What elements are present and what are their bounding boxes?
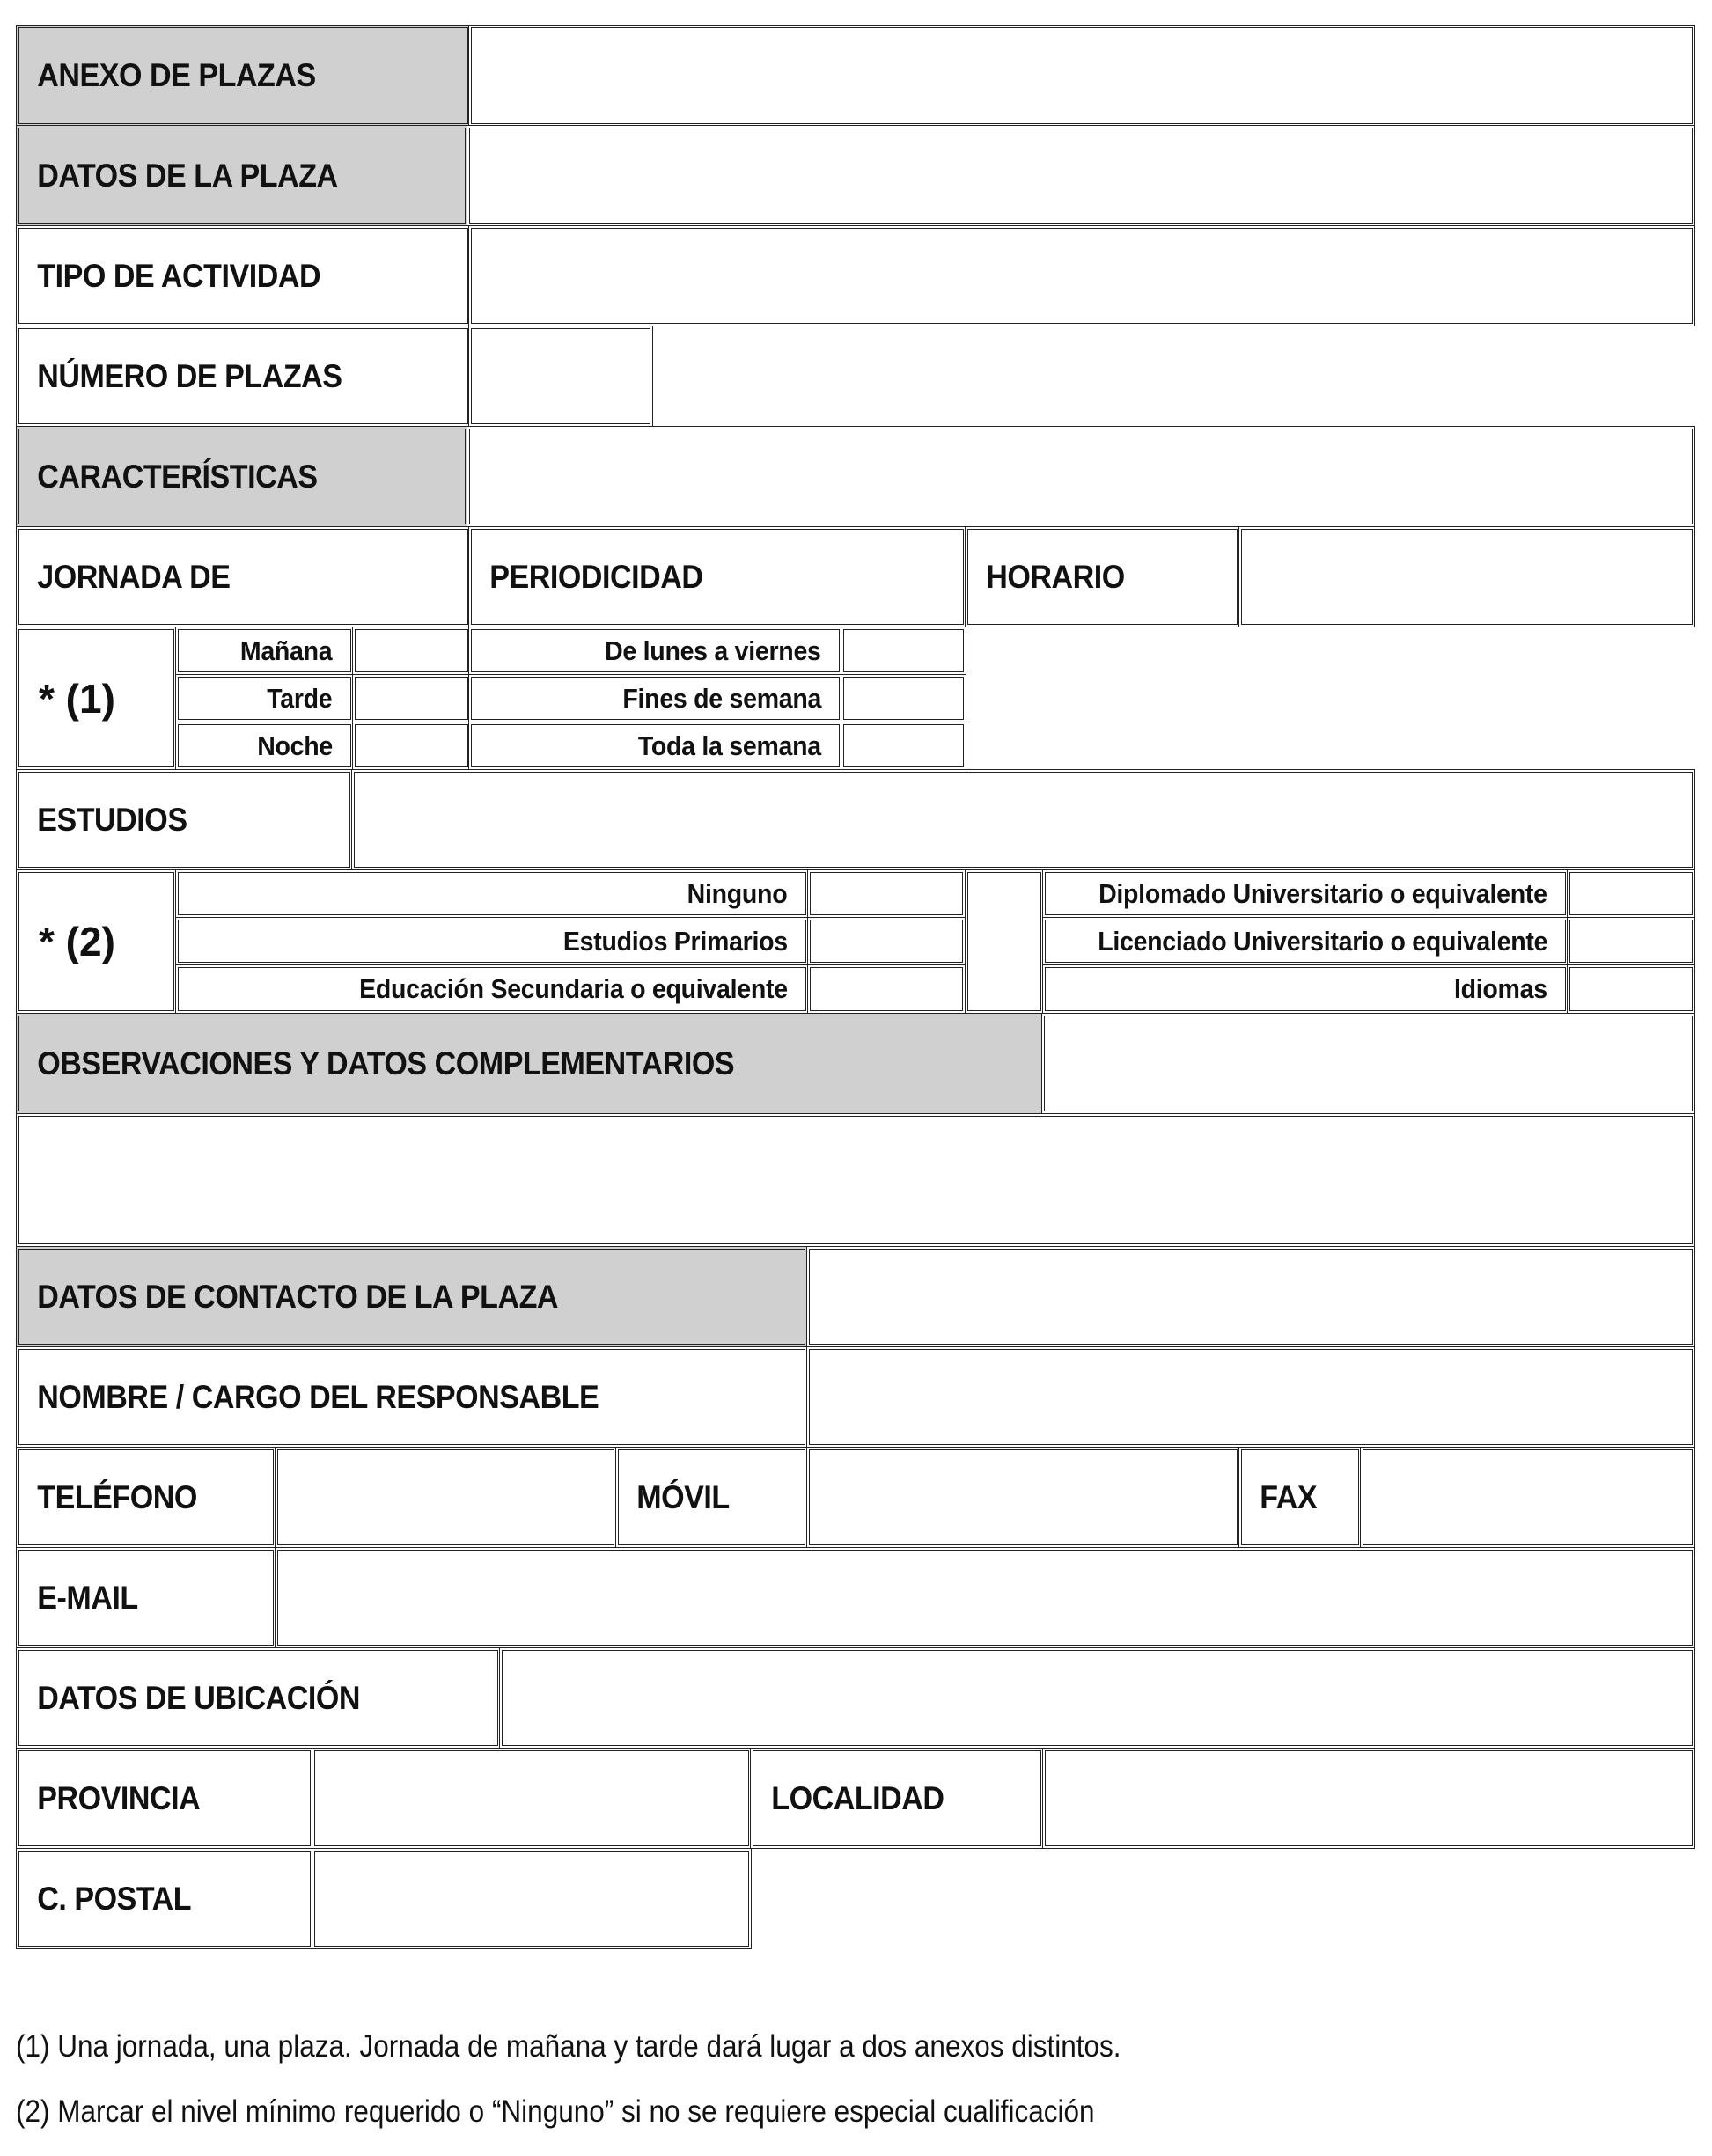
footnote-2: (2) Marcar el nivel mínimo requerido o “Ninguno” si no se requiere especial cualificación [16, 2094, 1095, 2129]
periodicidad-lunes-viernes-text: De lunes a viernes [605, 634, 821, 666]
estudios-primarios-checkbox[interactable] [807, 917, 966, 965]
caracteristicas-text: CARACTERÍSTICAS [37, 458, 318, 495]
periodicidad-option-label [468, 722, 842, 770]
periodicidad-label [468, 526, 966, 627]
tipo-de-actividad-text: TIPO DE ACTIVIDAD [37, 257, 321, 294]
estudios-option-label [1042, 869, 1569, 918]
datos-de-la-plaza-label [16, 125, 468, 226]
jornada-noche-text: Noche [256, 730, 333, 761]
estudios-option-label [1042, 964, 1569, 1014]
estudios-text: ESTUDIOS [37, 801, 187, 838]
estudios-label [16, 769, 353, 870]
periodicidad-fines-semana-text: Fines de semana [622, 682, 821, 714]
estudios-licenciado-text: Licenciado Universitario o equivalente [1097, 925, 1547, 957]
observaciones-text: OBSERVACIONES Y DATOS COMPLEMENTARIOS [37, 1045, 735, 1082]
jornada-noche-checkbox[interactable] [352, 722, 471, 770]
estudios-ninguno-checkbox[interactable] [807, 869, 966, 918]
email-label [16, 1547, 276, 1648]
jornada-option-label [175, 674, 354, 722]
estudios-spacer [965, 869, 1044, 1014]
nombre-cargo-label [16, 1346, 808, 1448]
telefono-text: TELÉFONO [37, 1478, 197, 1515]
periodicidad-option-label [468, 627, 842, 675]
note2-marker-cell [16, 869, 177, 1014]
datos-ubicacion-label [16, 1647, 501, 1749]
movil-text: MÓVIL [636, 1478, 730, 1515]
c-postal-field[interactable] [312, 1848, 752, 1949]
estudios-field[interactable] [351, 769, 1695, 870]
note1-marker-cell [16, 627, 177, 770]
estudios-option-label [175, 964, 809, 1014]
datos-contacto-field[interactable] [806, 1246, 1695, 1347]
periodicidad-lunes-viernes-checkbox[interactable] [841, 627, 966, 675]
localidad-label [750, 1748, 1044, 1849]
telefono-label [16, 1447, 276, 1548]
estudios-diplomado-checkbox[interactable] [1567, 869, 1695, 918]
provincia-label [16, 1748, 313, 1849]
periodicidad-text: PERIODICIDAD [489, 558, 703, 595]
fax-label [1238, 1447, 1362, 1548]
c-postal-text: C. POSTAL [37, 1880, 192, 1917]
jornada-tarde-text: Tarde [267, 682, 333, 714]
numero-de-plazas-text: NÚMERO DE PLAZAS [37, 357, 342, 394]
email-field[interactable] [275, 1547, 1695, 1648]
horario-text: HORARIO [986, 558, 1125, 595]
movil-field[interactable] [806, 1447, 1240, 1548]
jornada-tarde-checkbox[interactable] [352, 674, 471, 722]
jornada-manana-checkbox[interactable] [352, 627, 471, 675]
note2-marker: * (2) [39, 919, 115, 964]
observaciones-label [16, 1013, 1043, 1114]
periodicidad-option-label [468, 674, 842, 722]
fax-field[interactable] [1360, 1447, 1695, 1548]
datos-contacto-text: DATOS DE CONTACTO DE LA PLAZA [37, 1278, 559, 1315]
estudios-secundaria-checkbox[interactable] [807, 964, 966, 1014]
jornada-de-text: JORNADA DE [37, 558, 231, 595]
datos-contacto-label [16, 1246, 808, 1347]
datos-ubicacion-field[interactable] [499, 1647, 1695, 1749]
provincia-text: PROVINCIA [37, 1779, 201, 1816]
footnote-1: (1) Una jornada, una plaza. Jornada de mañana y tarde dará lugar a dos anexos distintos. [16, 2029, 1121, 2064]
caracteristicas-field[interactable] [467, 426, 1695, 527]
estudios-option-label [1042, 917, 1569, 965]
estudios-idiomas-text: Idiomas [1453, 973, 1547, 1004]
estudios-option-label [175, 917, 809, 965]
provincia-field[interactable] [312, 1748, 752, 1849]
note1-marker: * (1) [39, 675, 115, 722]
caracteristicas-label [16, 426, 468, 527]
estudios-ninguno-text: Ninguno [687, 877, 788, 909]
jornada-option-label [175, 722, 354, 770]
estudios-idiomas-checkbox[interactable] [1567, 964, 1695, 1014]
anexo-de-plazas-field[interactable] [468, 25, 1695, 127]
fax-text: FAX [1260, 1478, 1318, 1515]
horario-label [965, 526, 1240, 627]
observaciones-field[interactable] [16, 1113, 1695, 1247]
nombre-cargo-field[interactable] [806, 1346, 1695, 1448]
jornada-manana-text: Mañana [240, 634, 333, 666]
anexo-de-plazas-text: ANEXO DE PLAZAS [37, 57, 316, 93]
c-postal-label [16, 1848, 313, 1949]
numero-de-plazas-field[interactable] [468, 326, 653, 427]
datos-de-la-plaza-field[interactable] [467, 125, 1695, 226]
estudios-option-label [175, 869, 809, 918]
tipo-de-actividad-field[interactable] [468, 225, 1695, 326]
numero-de-plazas-label [16, 326, 471, 427]
estudios-licenciado-checkbox[interactable] [1567, 917, 1695, 965]
tipo-de-actividad-label [16, 225, 471, 326]
jornada-de-label [16, 526, 471, 627]
email-text: E-MAIL [37, 1579, 138, 1616]
estudios-primarios-text: Estudios Primarios [562, 925, 788, 957]
nombre-cargo-text: NOMBRE / CARGO DEL RESPONSABLE [37, 1378, 599, 1415]
horario-field[interactable] [1238, 526, 1695, 627]
jornada-option-label [175, 627, 354, 675]
estudios-diplomado-text: Diplomado Universitario o equivalente [1098, 877, 1547, 909]
anexo-de-plazas-label [16, 25, 471, 127]
periodicidad-fines-semana-checkbox[interactable] [841, 674, 966, 722]
localidad-text: LOCALIDAD [771, 1779, 944, 1816]
datos-de-la-plaza-text: DATOS DE LA PLAZA [37, 157, 338, 194]
observaciones-header-field[interactable] [1041, 1013, 1695, 1114]
datos-ubicacion-text: DATOS DE UBICACIÓN [37, 1679, 361, 1716]
periodicidad-toda-semana-text: Toda la semana [637, 730, 821, 761]
periodicidad-toda-semana-checkbox[interactable] [841, 722, 966, 770]
telefono-field[interactable] [275, 1447, 617, 1548]
localidad-field[interactable] [1042, 1748, 1695, 1849]
movil-label [615, 1447, 808, 1548]
estudios-secundaria-text: Educación Secundaria o equivalente [359, 973, 788, 1004]
